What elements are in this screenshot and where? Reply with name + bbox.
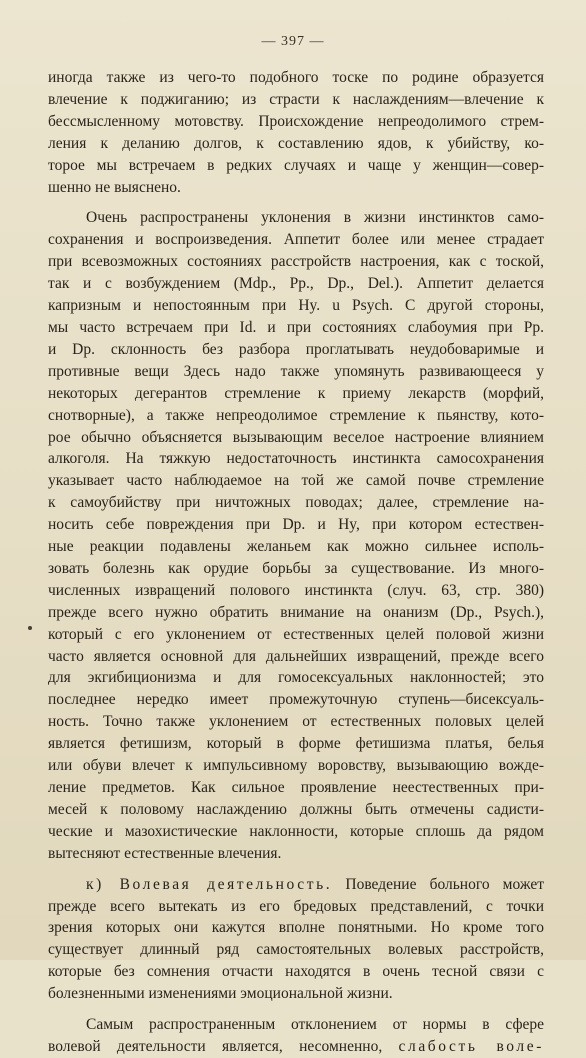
section-heading: к) Волевая деятельность. (86, 875, 333, 893)
text-line: для экгибиционизма и для гомосексуальных наклонностей; это (48, 669, 544, 687)
text-line: некоторых дегерантов стремление к приему лекарств (морфий, (48, 384, 544, 402)
text-line: иногда также из чего-то подобного тоске по родине образуется (48, 69, 544, 86)
spaced-text: слабость воле- (398, 1037, 544, 1055)
text-line: бессмысленному мотовству. Происхождение непреодолимого стрем- (48, 112, 544, 130)
paragraph (48, 874, 544, 1005)
text-line: Очень распространены уклонения в жизни инстинктов само- (86, 209, 544, 227)
text-run: волевой деятельности является, несомненно, (48, 1037, 383, 1055)
text-line: прежде всего нужно обратить внимание на онанизм (Dp., Psych.), (48, 603, 544, 621)
text-line: который с его уклонением от естественных целей половой жизни (48, 625, 544, 643)
text-line: алкоголя. На тяжкую недостаточность инстинкта самосохранения (48, 450, 544, 468)
text-line: капризным и непостоянным при Hy. u Psych. С другой стороны, (48, 297, 544, 315)
text-line: и Dp. склонность без разбора проглатывать неудобоваримые и (48, 340, 544, 358)
paragraph (48, 207, 544, 864)
text-line: ные реакции подавлены желаньем как можно сильнее исполь- (48, 538, 544, 556)
text-line: шенно не выяснено. (48, 178, 181, 196)
text-line: часто является основной для дальнейших извращений, прежде всего (48, 647, 544, 665)
text-line: к самоубийству при ничтожных поводах; далее, стремление на- (48, 494, 544, 512)
text-line: ческие и мазохистические наклонности, которые сплошь да рядом (48, 822, 544, 840)
text-line: зрения которых они кажутся вполне понятными. Но кроме того (48, 919, 544, 937)
text-line: при всевозможных состояниях расстройств настроения, как с тоской, (48, 253, 544, 271)
text-run: Поведение больного может (345, 875, 544, 893)
text-line: указывает часто наблюдаемое на той же самой почве стремление (48, 472, 544, 490)
text-line: сохранения и воспроизведения. Аппетит более или менее страдает (48, 231, 544, 249)
text-line: снотворные), а также непреодолимое стремление к пьянству, кото- (48, 406, 544, 424)
text-line: противные вещи Здесь надо также упомянуть развивающееся у (48, 362, 544, 380)
text-line: существует длинный ряд самостоятельных волевых расстройств, (48, 941, 544, 959)
text-line: рое обычно объясняется вызывающим веселое настроение влиянием (48, 428, 544, 446)
text-line (48, 874, 544, 896)
text-line: болезненными изменениями эмоциональной жизни. (48, 985, 393, 1003)
text-line: так и с возбуждением (Mdp., Pp., Dp., Del.). Аппетит делается (48, 275, 544, 293)
margin-mark (28, 626, 32, 630)
text-line: последнее нередко имеет промежуточную ступень—бисексуаль- (48, 691, 544, 709)
paragraph (48, 67, 544, 198)
text-line: ления к деланию долгов, к составлению ядов, к убийству, ко- (48, 134, 544, 152)
text-line (48, 1036, 544, 1058)
paragraph (48, 1014, 544, 1058)
text-line: прежде всего вытекать из его бредовых представлений, с точки (48, 897, 544, 915)
text-line: влечение к поджиганию; из страсти к наслаждениям—влечение к (48, 90, 544, 108)
text-line: мы часто встречаем при Id. и при состояниях слабоумия при Pp. (48, 318, 544, 336)
body-text (48, 67, 544, 1058)
text-line: носить себе повреждения при Dp. и Hy, при котором естествен- (48, 516, 544, 534)
text-line: вытесняют естественные влечения. (48, 844, 282, 862)
text-line: Самым распространенным отклонением от нормы в сфере (86, 1016, 544, 1034)
text-line: численных извращений полового инстинкта (случ. 63, стр. 380) (48, 581, 544, 599)
page-number: — 397 — (261, 34, 325, 49)
text-line: ность. Точно также уклонением от естественных половых целей (48, 713, 544, 731)
text-line: ление предметов. Как сильное проявление неестественных при- (48, 779, 544, 796)
text-line: месей к половому наслаждению должны быть отмечены садисти- (48, 800, 544, 818)
text-line: торое мы встречаем в редких случаях и чаще у женщин—совер- (48, 156, 544, 174)
text-line: или обуви влечет к импульсивному воровству, вызывающию вожде- (48, 757, 544, 775)
text-line: зовать болезнь как орудие борьбы за существование. Из много- (48, 559, 544, 577)
text-line: является фетишизм, который в форме фетишизма платья, белья (48, 735, 544, 753)
text-line: которые без сомнения отчасти находятся в очень тесной связи с (48, 963, 544, 981)
